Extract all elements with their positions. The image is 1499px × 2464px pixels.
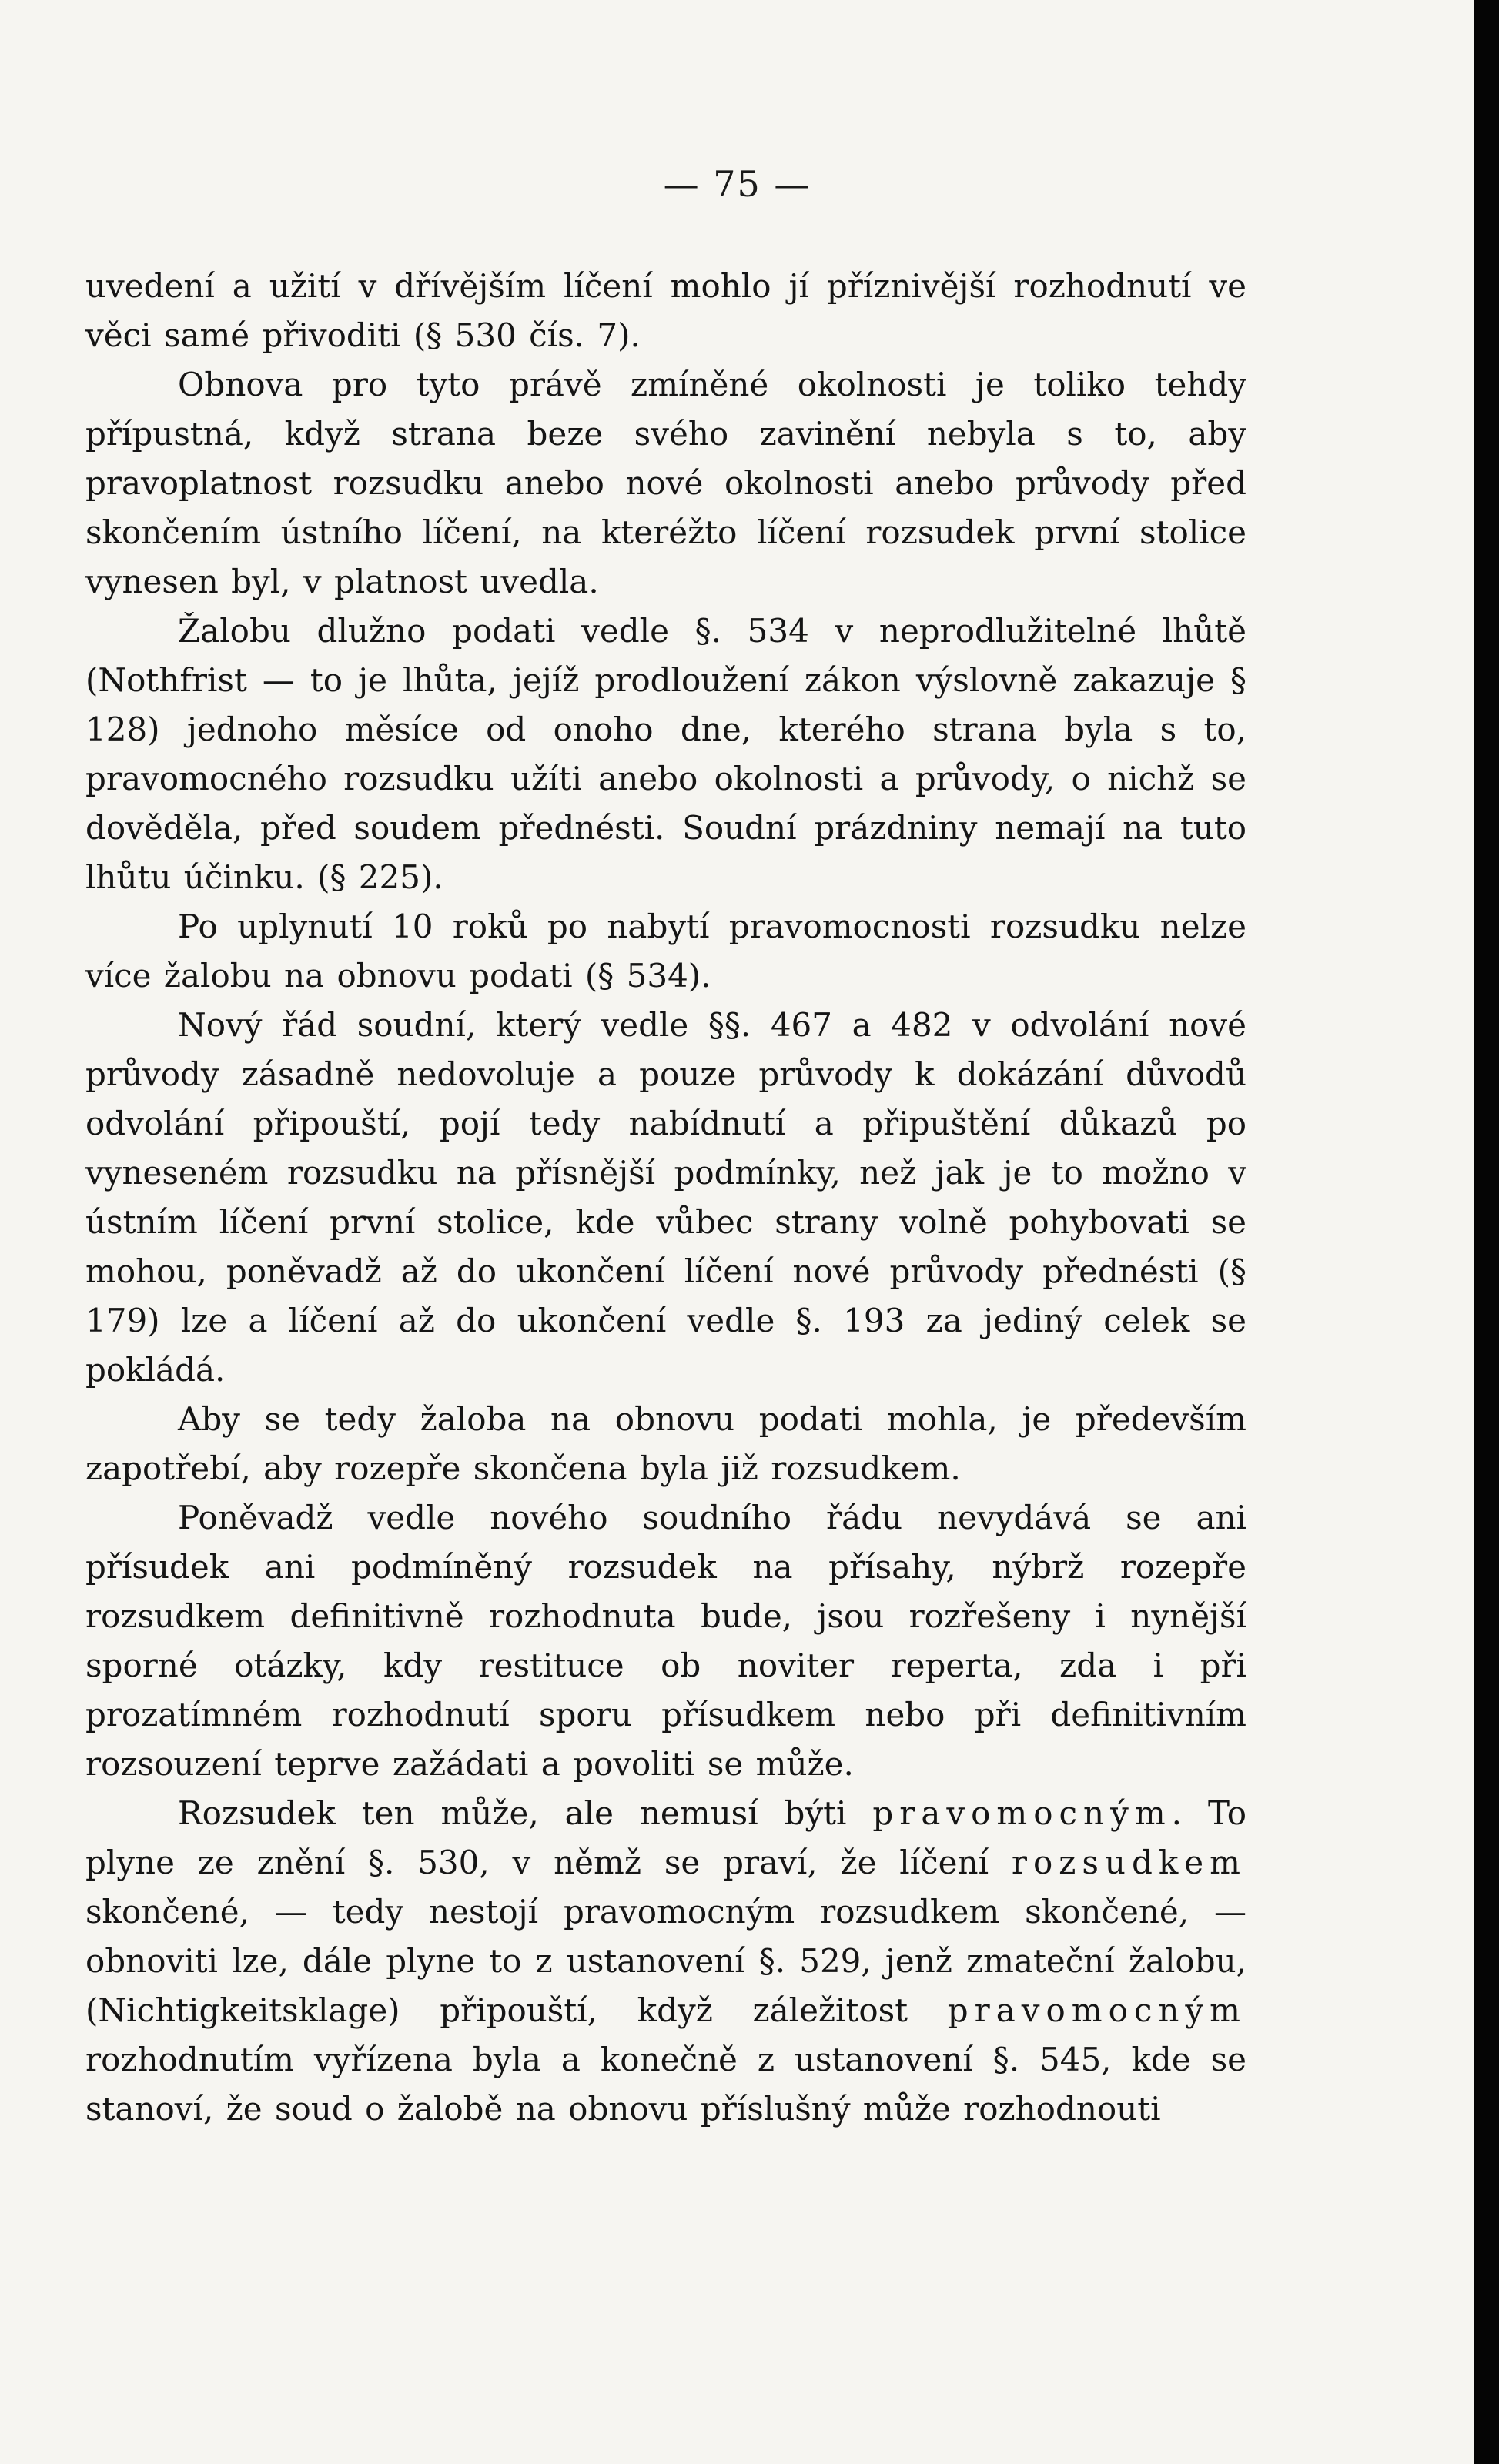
paragraph-spaced-emphasis: [85, 1789, 1246, 2134]
text-run: Rozsudek ten může, ale nemusí býti: [178, 1794, 873, 1832]
spaced-emphasis: pravomocným: [872, 1794, 1172, 1832]
paragraph: Poněvadž vedle nového soudního řádu nevydává se ani přísudek ani podmíněný rozsudek na přísahy, nýbrž rozepře rozsudkem definitivně rozhodnuta bude, jsou rozřešeny i nynější sporné otázky, kdy restituce ob noviter reperta, zda i při prozatímném rozhodnutí sporu přísudkem nebo při definitivním rozsouzení teprve zažádati a povoliti se může.: [85, 1499, 1246, 1783]
paragraph: Aby se tedy žaloba na obnovu podati mohla, je především zapotřebí, aby rozepře skončena byla již rozsudkem.: [85, 1400, 1246, 1487]
text-run: skončené, — tedy nestojí pravomocným rozsudkem skončené, — obnoviti lze, dále plyne to z ustanovení §. 529, jenž zmateční žalobu, (Nichtigkeitsklage) připouští, když záležitost: [85, 1893, 1246, 2029]
spaced-emphasis: pravomocným: [947, 1991, 1246, 2029]
paragraph: uvedení a užití v dřívějším líčení mohlo jí příznivější rozhodnutí ve věci samé přivoditi (§ 530 čís. 7).: [85, 267, 1246, 354]
paragraph: Nový řád soudní, který vedle §§. 467 a 482 v odvolání nové průvody zásadně nedovoluje a pouze průvody k dokázání důvodů odvolání připouští, pojí tedy nabídnutí a připuštění důkazů po vyneseném rozsudku na přísnější podmínky, než jak je to možno v ústním líčení první stolice, kde vůbec strany volně pohybovati se mohou, poněvadž až do ukončení líčení nové průvody přednésti (§ 179) lze a líčení až do ukončení vedle §. 193 za jediný celek se pokládá.: [85, 1006, 1246, 1389]
text-run: rozhodnutím vyřízena byla a konečně z ustanovení §. 545, kde se stanoví, že soud o žalobě na obnovu příslušný může rozhodnouti: [85, 2041, 1246, 2128]
text-run: . To plyne ze znění §. 530, v němž se praví, že líčení: [85, 1794, 1246, 1881]
page-number: — 75 —: [663, 163, 811, 205]
paragraph: Žalobu dlužno podati vedle §. 534 v neprodlužitelné lhůtě (Nothfrist — to je lhůta, jejíž prodloužení zákon výslovně zakazuje § 128) jednoho měsíce od onoho dne, kterého strana byla s to, pravomocného rozsudku užíti anebo okolnosti a průvody, o nichž se dověděla, před soudem přednésti. Soudní prázdniny nemají na tuto lhůtu účinku. (§ 225).: [85, 612, 1246, 896]
body-text: [85, 262, 1246, 2134]
paragraph: Obnova pro tyto právě zmíněné okolnosti je toliko tehdy přípustná, když strana beze svého zavinění nebyla s to, aby pravoplatnost rozsudku anebo nové okolnosti anebo průvody před skončením ústního líčení, na kteréžto líčení rozsudek první stolice vynesen byl, v platnost uvedla.: [85, 366, 1246, 600]
paragraph: Po uplynutí 10 roků po nabytí pravomocnosti rozsudku nelze více žalobu na obnovu podati (§ 534).: [85, 908, 1246, 995]
scan-edge: [1474, 0, 1499, 2464]
spaced-emphasis: rozsudkem: [1011, 1844, 1246, 1881]
